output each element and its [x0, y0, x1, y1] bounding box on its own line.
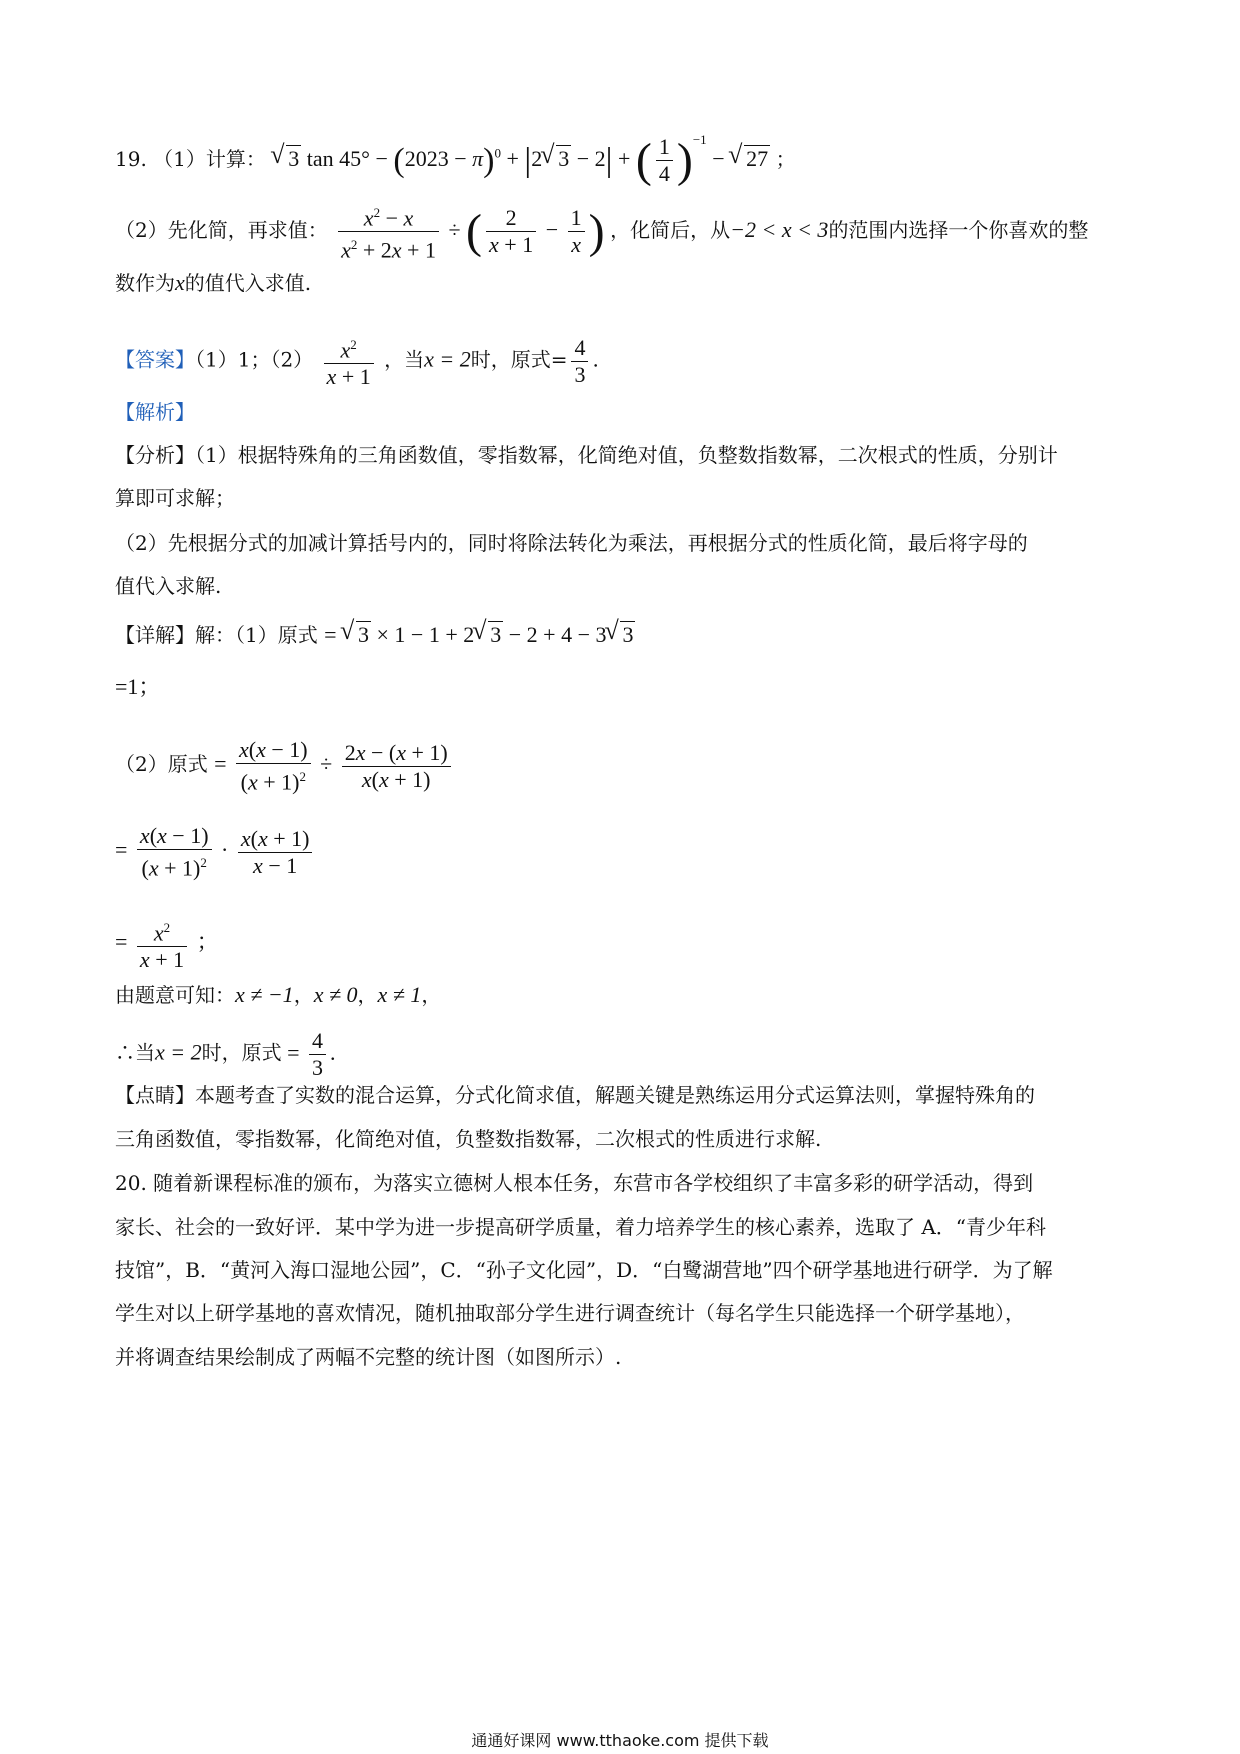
question-number: 19.: [115, 147, 147, 171]
detail-part2: （2）原式 = $\frac{x(x - 1)}{(x + 1)^2}$ ÷ $\frac{2x - (x + 1)}{x(x + 1)}$: [115, 737, 455, 795]
q20-line5: 并将调查结果绘制成了两幅不完整的统计图（如图所示）.: [115, 1345, 622, 1369]
q19-part2-line2: 数作为x的值代入求值.: [115, 270, 312, 295]
fenxi-line4: 值代入求解.: [115, 574, 222, 598]
fenxi-line2: 算即可求解；: [115, 486, 235, 510]
detail-therefore: ∴当x = 2时，原式 = $\frac{4}{3}$ .: [115, 1028, 336, 1080]
q19-part2-expression: $\frac{x^2 - x}{x^2 + 2x + 1}$ ÷ ( $\frac{2}{x + 1}$ − $\frac{1}{x}$ ): [334, 217, 610, 242]
dianjing-line2: 三角函数值，零指数幂，化简绝对值，负整数指数幂，二次根式的性质进行求解.: [115, 1127, 822, 1151]
detail-conditions: 由题意可知：x ≠ −1，x ≠ 0，x ≠ 1，: [115, 982, 442, 1007]
answer-line: 【答案】（1）1；（2） $\frac{x^2}{x + 1}$ ，当x = 2时，原式= $\frac{4}{3}$ .: [115, 332, 599, 390]
answer-tag: 【答案】: [115, 347, 195, 372]
q19-part2: （2）先化简，再求值： $\frac{x^2 - x}{x^2 + 2x + 1}$ ÷ ( $\frac{2}{x + 1}$ − $\frac{1}{x}$ ) ，化简后，从−2 < x < 3的范围内选择一个你喜欢的整: [115, 200, 1088, 264]
q19-part1-label: （1）计算：: [153, 147, 266, 171]
q19-part1-expression: √ 3 $\tan 45^\circ - (2023 - \pi)^0 + |2√$ 3 − 2| + ( $\frac{1}{4}$ )$^{-1}$ − √ 27: [272, 146, 775, 171]
q20-line2: 家长、社会的一致好评．某中学为进一步提高研学质量，着力培养学生的核心素养，选取了 A．“青少年科: [115, 1215, 1047, 1239]
detail-step2: = $\frac{x(x - 1)}{(x + 1)^2}$ · $\frac{x(x + 1)}{x - 1}$: [115, 823, 316, 881]
page-footer: 通通好课网 www.tthaoke.com 提供下载: [471, 1731, 769, 1750]
q20-line4: 学生对以上研学基地的喜欢情况，随机抽取部分学生进行调查统计（每名学生只能选择一个研学基地），: [115, 1301, 1025, 1325]
q20-line1: 20. 随着新课程标准的颁布，为落实立德树人根本任务，东营市各学校组织了丰富多彩的研学活动，得到: [115, 1171, 1034, 1195]
q19-part1: 19. （1）计算： √ 3 $\tan 45^\circ - (2023 - \pi)^0 + |2√$ 3 − 2| + ( $\frac{1}{4}$ )$^{-1}$ − √ 27 ；: [115, 125, 796, 187]
detail-eq1: =1；: [115, 674, 161, 699]
q20-line3: 技馆”，B．“黄河入海口湿地公园”，C．“孙子文化园”，D．“白鹭湖营地”四个研学基地进行研学．为了解: [115, 1258, 1053, 1282]
analysis-tag: 【解析】: [115, 400, 195, 424]
dianjing-line1: 【点睛】本题考查了实数的混合运算，分式化简求值，解题关键是熟练运用分式运算法则，掌握特殊角的: [115, 1083, 1035, 1107]
q19-part2-label: （2）先化简，再求值：: [115, 217, 328, 242]
answer-fraction: $\frac{x^2}{x + 1}$: [324, 332, 374, 390]
fenxi-line1: 【分析】（1）根据特殊角的三角函数值，零指数幂，化简绝对值，负整数指数幂，二次根式的性质，分别计: [115, 443, 1058, 467]
detail-step3: = $\frac{x^2}{x + 1}$ ；: [115, 915, 219, 973]
detail-line1: 【详解】解：（1）原式 = √ 3 × 1 − 1 + 2√ 3 − 2 + 4 − 3√ 3: [115, 620, 635, 650]
fenxi-line3: （2）先根据分式的加减计算括号内的，同时将除法转化为乘法，再根据分式的性质化简，最后将字母的: [115, 531, 1028, 555]
